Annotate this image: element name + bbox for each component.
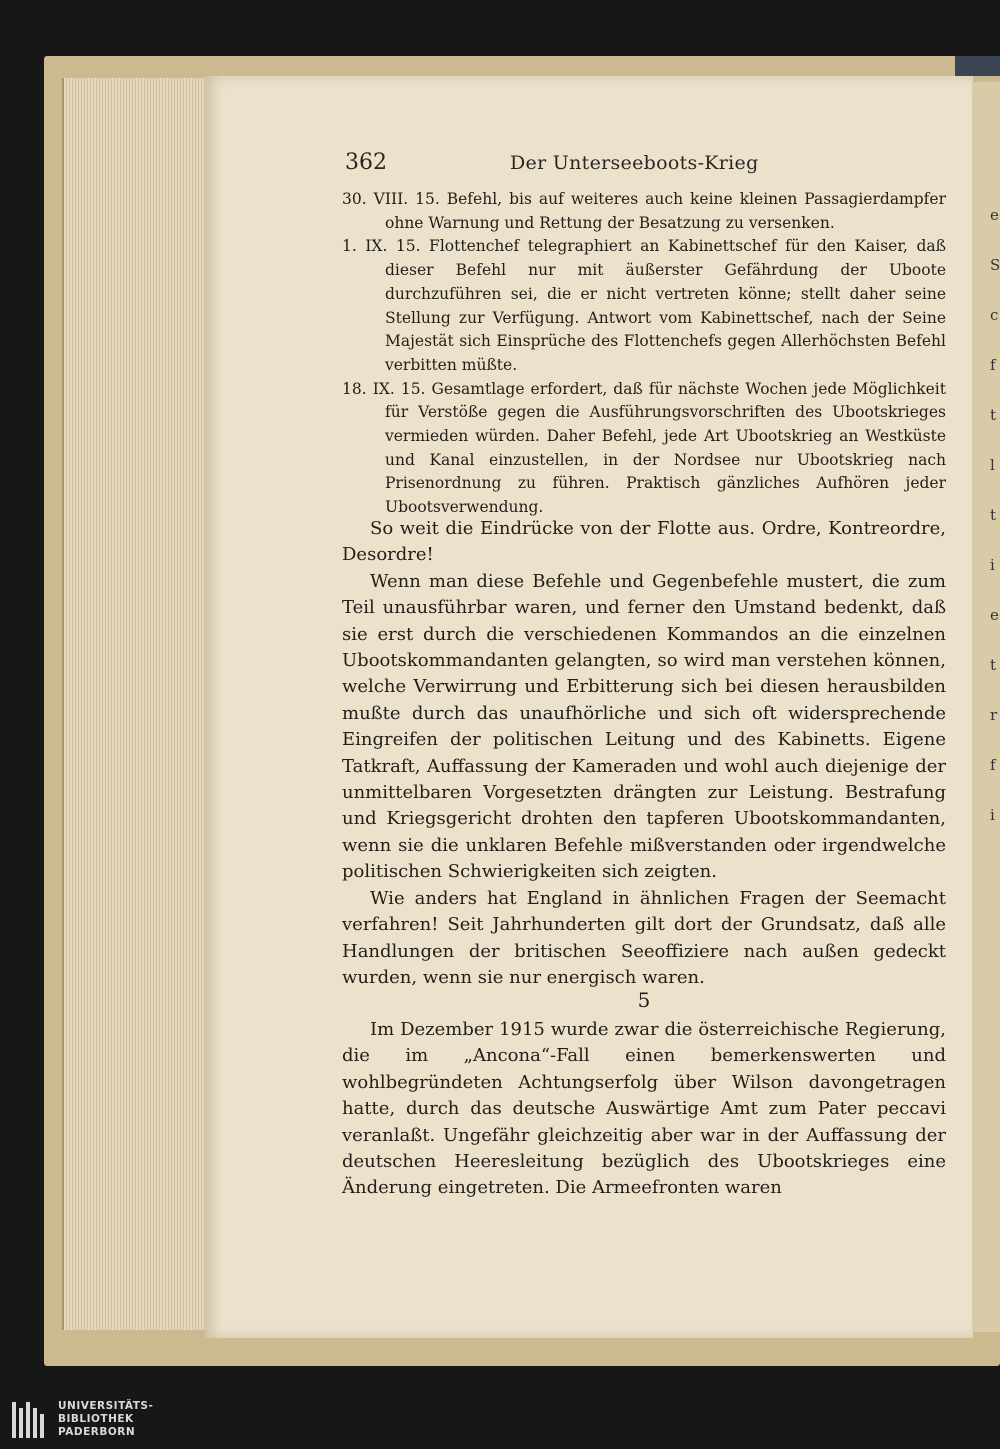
logo-text-line: PADERBORN bbox=[58, 1426, 136, 1438]
chronology-entry: 1. IX. 15. Flottenchef telegraphiert an Kabinettschef für den Kaiser, daß dieser Befehl nur mit äußerster Gefährdung der Uboote durchzuführen sei, die er nicht vertreten könne; stellt daher seine Stellung zur Verfügung. Antwort vom Kabinettschef, nach der Seine Majestät sich Einsprüche des Flottenchefs gegen Allerhöchsten Befehl verbitten müßte. bbox=[342, 237, 946, 374]
next-page-edge-text: e S c f t l t i e t r f i bbox=[990, 206, 1000, 824]
paragraph: Im Dezember 1915 wurde zwar die österreichische Regierung, die im „Ancona“-Fall einen bemerkenswerten und wohlbegründeten Achtungserfolg über Wilson davongetragen hatte, durch das deutsche Auswärtige Amt zum Pater peccavi veranlaßt. Ungefähr gleichzeitig aber war in der Auffassung der deutschen Heeresleitung bezüglich des Ubootskrieges eine Änderung eingetreten. Die Armeefronten waren bbox=[342, 1019, 946, 1199]
running-head: Der Unterseeboots-Krieg bbox=[510, 152, 759, 174]
body-text bbox=[342, 516, 946, 991]
section-text bbox=[342, 1017, 946, 1202]
page-header bbox=[345, 150, 935, 184]
paragraph: Wenn man diese Befehle und Gegenbefehle mustert, die zum Teil unausführbar waren, und ferner den Umstand bedenkt, daß sie erst durch die verschiedenen Kommandos an die einzelnen Ubootskommandanten gelangten, so wird man verstehen können, welche Verwirrung und Erbitterung sich bei diesen herausbilden mußte durch das unaufhörliche und sich oft widersprechende Eingreifen der politischen Leitung und des Kabinetts. Eigene Tatkraft, Auffassung der Kameraden und wohl auch diejenige der unmittelbaren Vorgesetzten drängten zur Leistung. Bestrafung und Kriegsgericht drohten den tapferen Ubootskommandanten, wenn sie die unklaren Befehle mißverstanden oder irgendwelche politischen Schwierigkeiten sich zeigten. bbox=[342, 570, 946, 883]
paragraph: Wie anders hat England in ähnlichen Fragen der Seemacht verfahren! Seit Jahrhunderten gilt dort der Grundsatz, daß alle Handlungen der britischen Seeoffiziere nach außen gedeckt wurden, wenn sie nur energisch waren. bbox=[342, 887, 946, 988]
book-spine-edge bbox=[955, 56, 1000, 76]
page-edges bbox=[62, 78, 214, 1330]
library-logo bbox=[10, 1400, 200, 1442]
logo-text-line: BIBLIOTHEK bbox=[58, 1413, 134, 1425]
chronology-list bbox=[342, 188, 946, 520]
chronology-entry: 18. IX. 15. Gesamtlage erfordert, daß für nächste Wochen jede Möglichkeit für Verstöße gegen die Ausführungsvorschriften des Ubootskrieges vermieden würden. Daher Befehl, jede Art Ubootskrieg an Westküste und Kanal einzustellen, in der Nordsee nur Ubootskrieg nach Prisenordnung zu führen. Praktisch gänzliches Aufhören jeder Ubootsverwendung. bbox=[342, 379, 946, 517]
page-number: 362 bbox=[345, 150, 387, 175]
section-number: 5 bbox=[637, 988, 651, 1012]
paragraph: So weit die Eindrücke von der Flotte aus. Ordre, Kontreordre, Desordre! bbox=[342, 518, 946, 566]
library-logo-icon bbox=[10, 1400, 50, 1440]
logo-text-line: UNIVERSITÄTS- bbox=[58, 1400, 154, 1412]
chronology-entry: 30. VIII. 15. Befehl, bis auf weiteres auch keine kleinen Passagierdampfer ohne Warnung und Rettung der Besatzung zu versenken. bbox=[342, 190, 946, 232]
